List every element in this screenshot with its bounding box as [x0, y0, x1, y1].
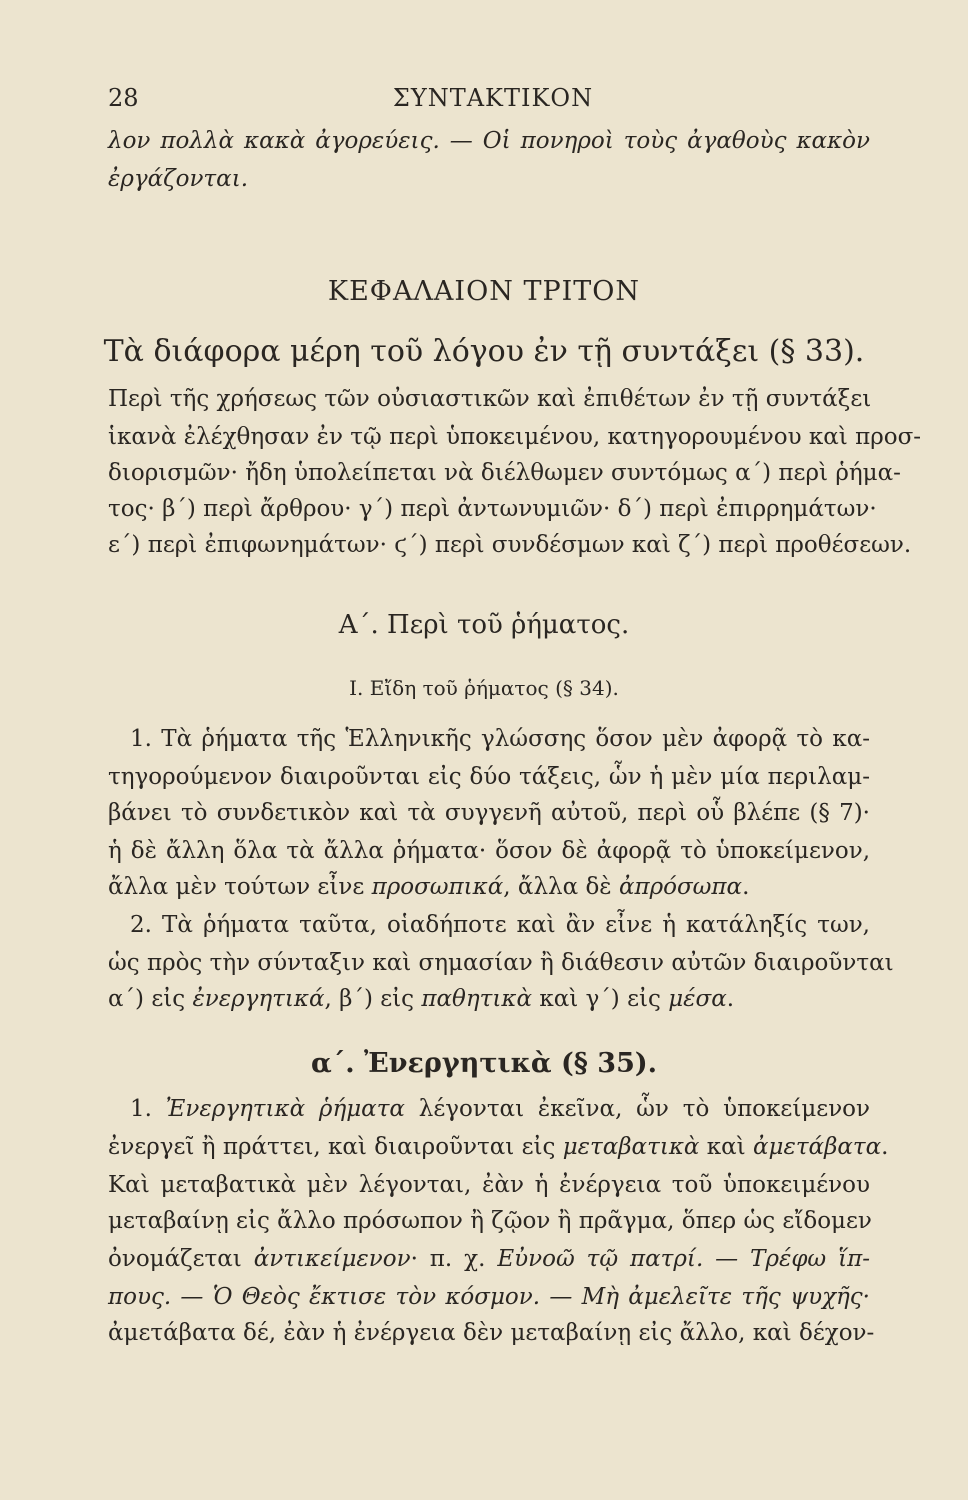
italic-term: ἀμετάβατα: [753, 1134, 882, 1160]
text-line: [108, 986, 870, 1012]
italic-term: Ἐνεργητικὰ: [165, 1096, 306, 1122]
italic-term: ῥήματα: [318, 1096, 405, 1122]
text-line: Καὶ μεταβατικὰ μὲν λέγονται, ἐὰν ἡ ἐνέργεια τοῦ ὑποκειμένου: [108, 1172, 870, 1198]
text-span: .: [881, 1134, 889, 1160]
text-line: ὡς πρὸς τὴν σύνταξιν καὶ σημασίαν ἢ διάθεσιν αὐτῶν διαιροῦνται: [108, 950, 894, 976]
text-span: 1.: [130, 1096, 166, 1122]
text-line: ἐργάζονται.: [108, 166, 249, 192]
text-line: Περὶ τῆς χρήσεως τῶν οὐσιαστικῶν καὶ ἐπιθέτων ἐν τῇ συντάξει: [108, 386, 872, 412]
text-line: διορισμῶν· ἤδη ὑπολείπεται νὰ διέλθωμεν συντόμως α΄) περὶ ῥήμα-: [108, 460, 901, 486]
text-line: τηγορούμενον διαιροῦνται εἰς δύο τάξεις, ὧν ἡ μὲν μία περιλαμ-: [108, 764, 870, 790]
text-span: α΄) εἰς: [108, 986, 193, 1012]
text-line: [108, 1134, 889, 1160]
text-line: 2. Τὰ ῥήματα ταῦτα, οἱαδήποτε καὶ ἂν εἶνε ἡ κατάληξίς των,: [130, 912, 870, 938]
text-line: [108, 1096, 870, 1122]
page-number: 28: [108, 84, 139, 112]
text-line: [108, 874, 870, 900]
section-subheading: I. Εἴδη τοῦ ῥήματος (§ 34).: [349, 676, 619, 700]
text-line: βάνει τὸ συνδετικὸν καὶ τὰ συγγενῆ αὐτοῦ, περὶ οὗ βλέπε (§ 7)·: [108, 800, 870, 826]
text-line: μεταβαίνῃ εἰς ἄλλο πρόσωπον ἢ ζῷον ἢ πρᾶγμα, ὅπερ ὡς εἴδομεν: [108, 1208, 872, 1234]
text-span: , ἄλλα δὲ: [503, 874, 619, 900]
text-span: .: [742, 874, 750, 900]
subsection-heading: α΄. Ἐνεργητικὰ (§ 35).: [310, 1048, 658, 1079]
text-span: καὶ: [699, 1134, 753, 1160]
text-line: τος· β΄) περὶ ἄρθρου· γ΄) περὶ ἀντωνυμιῶν· δ΄) περὶ ἐπιρρημάτων·: [108, 496, 877, 522]
text-span: ὀνομάζεται: [108, 1246, 254, 1272]
text-span: [305, 1096, 319, 1122]
text-line: λον πολλὰ κακὰ ἀγορεύεις. — Οἱ πονηροὶ τοὺς ἀγαθοὺς κακὸν: [108, 128, 870, 154]
text-span: .: [726, 986, 735, 1012]
text-line: ἡ δὲ ἄλλη ὅλα τὰ ἄλλα ῥήματα· ὅσον δὲ ἀφορᾷ τὸ ὑποκείμενον,: [108, 838, 870, 864]
text-line: 1. Τὰ ῥήματα τῆς Ἑλληνικῆς γλώσσης ὅσον μὲν ἀφορᾷ τὸ κα-: [130, 726, 870, 752]
italic-term: ἀπρόσωπα: [618, 874, 743, 900]
italic-term: παθητικὰ: [421, 986, 533, 1012]
italic-term: προσωπικά: [371, 874, 504, 900]
chapter-subtitle: Τὰ διάφορα μέρη τοῦ λόγου ἐν τῇ συντάξει (§ 33).: [103, 334, 865, 369]
italic-term: μεταβατικὰ: [562, 1134, 700, 1160]
section-heading: Α΄. Περὶ τοῦ ῥήματος.: [338, 610, 630, 640]
chapter-title: ΚΕΦΑΛΑΙΟΝ ΤΡΙΤΟΝ: [327, 276, 641, 307]
text-line: πους. — Ὁ Θεὸς ἔκτισε τὸν κόσμον. — Μὴ ἀμελεῖτε τῆς ψυχῆς·: [108, 1284, 870, 1310]
page-header: [108, 84, 878, 120]
text-span: ἐνεργεῖ ἢ πράττει, καὶ διαιροῦνται εἰς: [108, 1134, 563, 1160]
text-span: καὶ γ΄) εἰς: [532, 986, 669, 1012]
text-line: ε΄) περὶ ἐπιφωνημάτων· ϛ΄) περὶ συνδέσμων καὶ ζ΄) περὶ προθέσεων.: [108, 532, 912, 558]
italic-term: ἀντικείμενον: [253, 1246, 411, 1272]
text-span: · π. χ.: [410, 1246, 498, 1272]
italic-term: ἐνεργητικά: [192, 986, 325, 1012]
text-span: λέγονται ἐκεῖνα, ὧν τὸ ὑποκείμενον: [404, 1096, 871, 1122]
italic-example: Εὐνοῶ τῷ πατρί. — Τρέφω ἵπ-: [497, 1246, 871, 1272]
italic-term: μέσα: [668, 986, 727, 1012]
running-title: ΣΥΝΤΑΚΤΙΚΟΝ: [392, 84, 594, 112]
text-line: ἀμετάβατα δέ, ἐὰν ἡ ἐνέργεια δὲν μεταβαίνῃ εἰς ἄλλο, καὶ δέχον-: [108, 1320, 875, 1346]
text-line: ἱκανὰ ἐλέχθησαν ἐν τῷ περὶ ὑποκειμένου, κατηγορουμένου καὶ προσ-: [108, 424, 922, 450]
text-span: , β΄) εἰς: [324, 986, 422, 1012]
text-line: [108, 1246, 870, 1272]
text-span: ἄλλα μὲν τούτων εἶνε: [108, 874, 372, 900]
